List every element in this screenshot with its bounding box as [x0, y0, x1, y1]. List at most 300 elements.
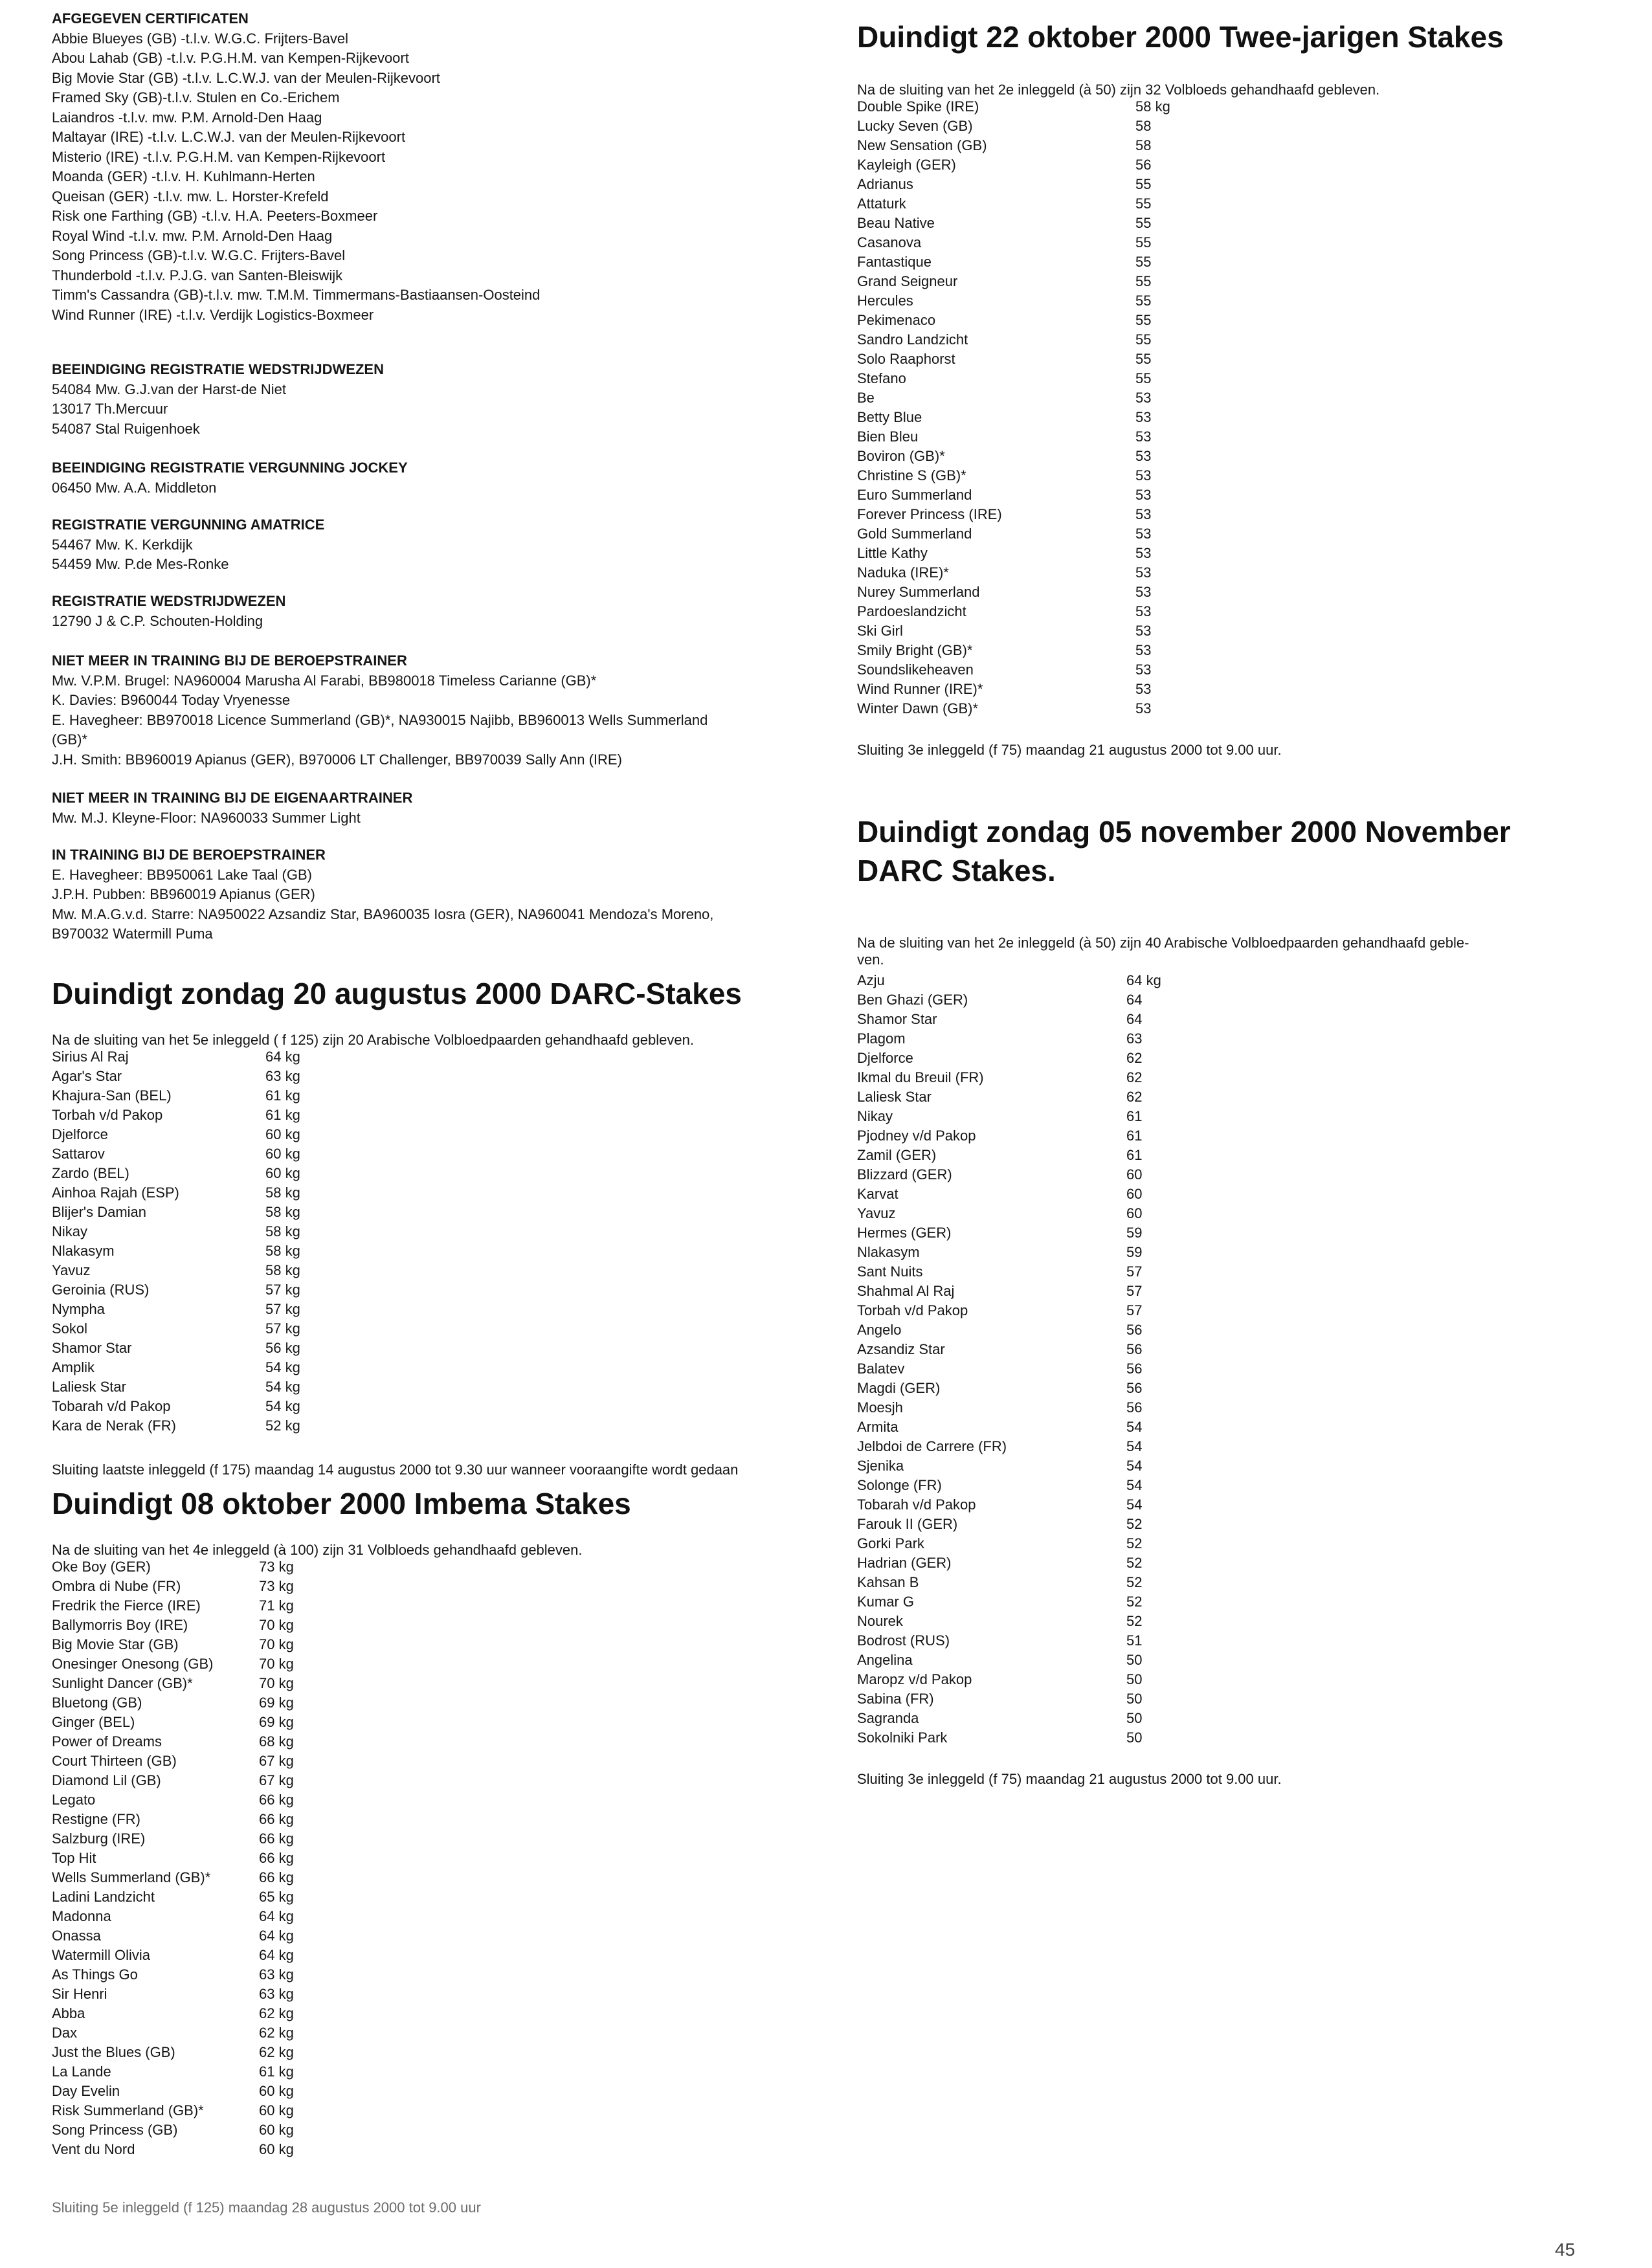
weight: 53 — [1135, 642, 1152, 658]
horse-name: Solo Raaphorst — [857, 351, 955, 367]
weight: 61 — [1126, 1108, 1143, 1124]
horse-name: Abba — [52, 2005, 85, 2021]
section-title: REGISTRATIE WEDSTRIJDWEZEN — [52, 593, 286, 609]
weight: 57 kg — [265, 1320, 300, 1337]
horse-name: Sagranda — [857, 1710, 919, 1726]
entry-row — [52, 1616, 829, 1635]
entry-row — [857, 1534, 1621, 1553]
weight: 56 — [1126, 1322, 1143, 1338]
horse-name: Shahmal Al Raj — [857, 1283, 955, 1299]
horse-name: Gorki Park — [857, 1535, 924, 1551]
notice-section — [52, 515, 829, 575]
horse-name: Djelforce — [857, 1050, 913, 1066]
section-title: REGISTRATIE VERGUNNING AMATRICE — [52, 517, 325, 533]
weight: 54 kg — [265, 1398, 300, 1414]
entry-row — [857, 583, 1621, 602]
entry-row — [857, 1340, 1621, 1359]
entry-row — [857, 485, 1621, 505]
entry-row — [857, 1398, 1621, 1418]
weight: 57 — [1126, 1283, 1143, 1299]
entry-row — [857, 1010, 1621, 1029]
entry-row — [857, 699, 1621, 718]
horse-name: Dax — [52, 2025, 78, 2041]
horse-name: Khajura-San (BEL) — [52, 1087, 172, 1104]
notice-line: Abbie Blueyes (GB) -t.l.v. W.G.C. Frijters-Bavel — [52, 30, 349, 47]
entry-row — [52, 1596, 829, 1616]
weight: 55 — [1135, 215, 1152, 231]
weight: 60 kg — [259, 2102, 294, 2118]
notice-line: 54467 Mw. K. Kerkdijk — [52, 536, 193, 553]
entry-row — [857, 1456, 1621, 1476]
weight: 53 — [1135, 487, 1152, 503]
horse-name: Nurey Summerland — [857, 584, 980, 600]
weight: 57 kg — [265, 1301, 300, 1317]
entry-row — [52, 2004, 829, 2023]
notice-line: Abou Lahab (GB) -t.l.v. P.G.H.M. van Kempen-Rijkevoort — [52, 50, 409, 66]
horse-name: Risk Summerland (GB)* — [52, 2102, 204, 2118]
notice-section — [52, 651, 829, 770]
section-title: BEEINDIGING REGISTRATIE WEDSTRIJDWEZEN — [52, 361, 384, 377]
notice-section — [52, 592, 829, 631]
weight: 57 — [1126, 1302, 1143, 1318]
weight: 56 — [1135, 157, 1152, 173]
notice-line: Maltayar (IRE) -t.l.v. L.C.W.J. van der Meulen-Rijkevoort — [52, 129, 406, 145]
weight: 58 kg — [265, 1184, 300, 1201]
weight: 52 — [1126, 1594, 1143, 1610]
entry-row — [52, 1790, 829, 1810]
horse-name: Shamor Star — [52, 1340, 132, 1356]
weight: 64 kg — [265, 1049, 300, 1065]
weight: 50 — [1126, 1671, 1143, 1687]
horse-name: Ginger (BEL) — [52, 1714, 135, 1730]
entry-row — [857, 427, 1621, 447]
entry-row — [52, 1358, 829, 1377]
weight: 60 kg — [265, 1146, 300, 1162]
entry-row — [52, 1771, 829, 1790]
weight: 55 — [1135, 331, 1152, 348]
entry-row — [52, 1106, 829, 1125]
weight: 70 kg — [259, 1675, 294, 1691]
horse-name: Agar's Star — [52, 1068, 122, 1084]
horse-name: Ben Ghazi (GER) — [857, 992, 968, 1008]
notice-section — [52, 845, 829, 944]
horse-name: Pardoeslandzicht — [857, 603, 966, 619]
entry-row — [857, 194, 1621, 214]
horse-name: Betty Blue — [857, 409, 922, 425]
horse-name: Ladini Landzicht — [52, 1889, 155, 1905]
weight: 73 kg — [259, 1559, 294, 1575]
entry-row — [857, 1204, 1621, 1223]
horse-name: Pekimenaco — [857, 312, 936, 328]
horse-name: Be — [857, 390, 875, 406]
entry-row — [52, 1635, 829, 1654]
notice-section — [52, 788, 829, 828]
horse-name: Azju — [857, 972, 885, 988]
entry-row — [857, 447, 1621, 466]
notice-line: Risk one Farthing (GB) -t.l.v. H.A. Peeters-Boxmeer — [52, 208, 378, 224]
entry-row — [857, 1126, 1621, 1146]
entry-row — [857, 1495, 1621, 1515]
weight: 55 — [1135, 351, 1152, 367]
notice-line: Mw. M.A.G.v.d. Starre: NA950022 Azsandiz Star, BA960035 Iosra (GER), NA960041 Mendoza's Moreno, — [52, 906, 714, 922]
entry-row — [857, 369, 1621, 388]
horse-name: Hadrian (GER) — [857, 1555, 952, 1571]
weight: 55 — [1135, 234, 1152, 250]
horse-name: Kumar G — [857, 1594, 915, 1610]
weight: 56 kg — [265, 1340, 300, 1356]
weight: 70 kg — [259, 1636, 294, 1652]
horse-name: Diamond Lil (GB) — [52, 1772, 161, 1788]
entry-row — [857, 311, 1621, 330]
weight: 58 kg — [265, 1204, 300, 1220]
horse-name: Nourek — [857, 1613, 903, 1629]
entry-row — [52, 1946, 829, 1965]
horse-name: Hermes (GER) — [857, 1225, 952, 1241]
weight: 73 kg — [259, 1578, 294, 1594]
notice-line: (GB)* — [52, 731, 87, 748]
horse-name: Sandro Landzicht — [857, 331, 968, 348]
weight: 58 kg — [1135, 98, 1170, 115]
entry-row — [52, 1693, 829, 1713]
entry-row — [52, 1261, 829, 1280]
notice-line: 12790 J & C.P. Schouten-Holding — [52, 612, 263, 629]
weight: 62 kg — [259, 2005, 294, 2021]
horse-name: Farouk II (GER) — [857, 1516, 958, 1532]
horse-name: Court Thirteen (GB) — [52, 1753, 177, 1769]
horse-name: Nikay — [52, 1223, 88, 1240]
weight: 52 — [1126, 1574, 1143, 1590]
horse-name: Plagom — [857, 1030, 906, 1047]
darc-stakes-intro: Na de sluiting van het 5e inleggeld ( f 125) zijn 20 Arabische Volbloedpaarden gehandhaafd gebleven. — [52, 1032, 694, 1048]
horse-name: Big Movie Star (GB) — [52, 1636, 179, 1652]
horse-name: Restigne (FR) — [52, 1811, 140, 1827]
horse-name: Fredrik the Fierce (IRE) — [52, 1597, 201, 1614]
weight: 61 kg — [265, 1087, 300, 1104]
weight: 54 — [1126, 1477, 1143, 1493]
horse-name: Boviron (GB)* — [857, 448, 945, 464]
notice-line: Laiandros -t.l.v. mw. P.M. Arnold-Den Haag — [52, 109, 322, 126]
notice-line: Song Princess (GB)-t.l.v. W.G.C. Frijters-Bavel — [52, 247, 346, 263]
section-title: IN TRAINING BIJ DE BEROEPSTRAINER — [52, 847, 326, 863]
entry-row — [52, 1047, 829, 1067]
weight: 61 — [1126, 1147, 1143, 1163]
entry-row — [857, 136, 1621, 155]
horse-name: Zardo (BEL) — [52, 1165, 129, 1181]
horse-name: Angelina — [857, 1652, 913, 1668]
horse-name: Blizzard (GER) — [857, 1166, 952, 1183]
entry-row — [52, 1577, 829, 1596]
weight: 56 — [1126, 1399, 1143, 1416]
weight: 66 kg — [259, 1830, 294, 1847]
entry-row — [52, 1887, 829, 1907]
entry-row — [52, 1397, 829, 1416]
horse-name: Amplik — [52, 1359, 95, 1375]
entry-row — [857, 1301, 1621, 1320]
entry-row — [857, 1670, 1621, 1689]
notice-line: 54459 Mw. P.de Mes-Ronke — [52, 556, 229, 572]
entry-row — [52, 1926, 829, 1946]
entry-row — [52, 2101, 829, 2120]
horse-name: La Lande — [52, 2063, 111, 2080]
weight: 63 kg — [259, 1986, 294, 2002]
entry-row — [52, 1984, 829, 2004]
weight: 57 — [1126, 1263, 1143, 1280]
weight: 67 kg — [259, 1753, 294, 1769]
entry-row — [52, 1222, 829, 1241]
horse-name: Wind Runner (IRE)* — [857, 681, 983, 697]
horse-name: Casanova — [857, 234, 922, 250]
weight: 56 — [1126, 1361, 1143, 1377]
horse-name: As Things Go — [52, 1966, 138, 1983]
notice-line: E. Havegheer: BB970018 Licence Summerland (GB)*, NA930015 Najibb, BB960013 Wells Summerland — [52, 711, 708, 728]
weight: 52 — [1126, 1613, 1143, 1629]
entry-row — [52, 1280, 829, 1300]
horse-name: Yavuz — [857, 1205, 896, 1221]
horse-name: Shamor Star — [857, 1011, 937, 1027]
horse-name: Sirius Al Raj — [52, 1049, 129, 1065]
entry-row — [52, 1241, 829, 1261]
weight: 62 — [1126, 1069, 1143, 1085]
horse-name: Angelo — [857, 1322, 902, 1338]
section-title: NIET MEER IN TRAINING BIJ DE EIGENAARTRAINER — [52, 790, 413, 806]
entry-row — [52, 1713, 829, 1732]
horse-name: Stefano — [857, 370, 906, 386]
weight: 54 — [1126, 1419, 1143, 1435]
entry-row — [857, 1573, 1621, 1592]
entry-row — [857, 408, 1621, 427]
twee-jarigen-stakes-closing: Sluiting 3e inleggeld (f 75) maandag 21 augustus 2000 tot 9.00 uur. — [857, 742, 1282, 758]
entry-row — [52, 1086, 829, 1106]
weight: 69 kg — [259, 1714, 294, 1730]
weight: 54 — [1126, 1496, 1143, 1513]
weight: 60 kg — [265, 1126, 300, 1142]
weight: 58 kg — [265, 1262, 300, 1278]
horse-name: Nlakasym — [52, 1243, 115, 1259]
horse-name: Lucky Seven (GB) — [857, 118, 973, 134]
weight: 60 kg — [259, 2122, 294, 2138]
horse-name: Christine S (GB)* — [857, 467, 966, 484]
entry-row — [857, 330, 1621, 350]
entry-row — [52, 1674, 829, 1693]
darc-stakes-heading: Duindigt zondag 20 augustus 2000 DARC-Stakes — [52, 977, 742, 1010]
notice-line: 06450 Mw. A.A. Middleton — [52, 479, 217, 496]
weight: 62 — [1126, 1050, 1143, 1066]
weight: 59 — [1126, 1244, 1143, 1260]
weight: 70 kg — [259, 1656, 294, 1672]
horse-name: Euro Summerland — [857, 487, 972, 503]
horse-name: Soundslikeheaven — [857, 662, 974, 678]
entry-row — [857, 1146, 1621, 1165]
entry-row — [857, 544, 1621, 563]
weight: 64 — [1126, 1011, 1143, 1027]
weight: 58 — [1135, 118, 1152, 134]
horse-name: Jelbdoi de Carrere (FR) — [857, 1438, 1007, 1454]
weight: 53 — [1135, 603, 1152, 619]
entry-row — [52, 2023, 829, 2043]
weight: 51 — [1126, 1632, 1143, 1649]
notice-line: B970032 Watermill Puma — [52, 926, 213, 942]
horse-name: Adrianus — [857, 176, 913, 192]
horse-name: Power of Dreams — [52, 1733, 162, 1750]
entry-row — [52, 1732, 829, 1751]
imbema-stakes-entries — [52, 1557, 829, 2159]
horse-name: Gold Summerland — [857, 526, 972, 542]
imbema-stakes-closing: Sluiting 5e inleggeld (f 125) maandag 28 augustus 2000 tot 9.00 uur — [52, 2199, 481, 2216]
page-number: 45 — [1555, 2240, 1576, 2260]
weight: 65 kg — [259, 1889, 294, 1905]
weight: 55 — [1135, 176, 1152, 192]
weight: 67 kg — [259, 1772, 294, 1788]
horse-name: Nikay — [857, 1108, 893, 1124]
weight: 58 kg — [265, 1243, 300, 1259]
entry-row — [857, 1418, 1621, 1437]
notice-line: Queisan (GER) -t.l.v. mw. L. Horster-Krefeld — [52, 188, 329, 205]
weight: 50 — [1126, 1691, 1143, 1707]
entry-row — [52, 2082, 829, 2101]
horse-name: Ski Girl — [857, 623, 903, 639]
entry-row — [857, 641, 1621, 660]
weight: 58 — [1135, 137, 1152, 153]
horse-name: Torbah v/d Pakop — [52, 1107, 163, 1123]
entry-row — [857, 602, 1621, 621]
entry-row — [857, 1107, 1621, 1126]
twee-jarigen-stakes-intro: Na de sluiting van het 2e inleggeld (à 50) zijn 32 Volbloeds gehandhaafd gebleven. — [857, 82, 1380, 98]
horse-name: Forever Princess (IRE) — [857, 506, 1002, 522]
horse-name: Vent du Nord — [52, 2141, 135, 2157]
horse-name: Azsandiz Star — [857, 1341, 945, 1357]
weight: 62 — [1126, 1089, 1143, 1105]
entry-row — [52, 1319, 829, 1339]
horse-name: Little Kathy — [857, 545, 928, 561]
horse-name: Ballymorris Boy (IRE) — [52, 1617, 188, 1633]
weight: 53 — [1135, 390, 1152, 406]
horse-name: Sjenika — [857, 1458, 904, 1474]
entry-row — [857, 1262, 1621, 1282]
weight: 57 kg — [265, 1282, 300, 1298]
entry-row — [857, 1282, 1621, 1301]
weight: 54 kg — [265, 1359, 300, 1375]
horse-name: Tobarah v/d Pakop — [857, 1496, 976, 1513]
horse-name: Wells Summerland (GB)* — [52, 1869, 211, 1885]
horse-name: Bluetong (GB) — [52, 1695, 142, 1711]
weight: 66 kg — [259, 1792, 294, 1808]
entry-row — [857, 1068, 1621, 1087]
horse-name: Sattarov — [52, 1146, 105, 1162]
weight: 66 kg — [259, 1869, 294, 1885]
weight: 53 — [1135, 448, 1152, 464]
notice-line: Mw. V.P.M. Brugel: NA960004 Marusha Al Farabi, BB980018 Timeless Carianne (GB)* — [52, 672, 597, 689]
notice-line: J.P.H. Pubben: BB960019 Apianus (GER) — [52, 886, 315, 902]
horse-name: Blijer's Damian — [52, 1204, 147, 1220]
weight: 54 kg — [265, 1379, 300, 1395]
entry-row — [857, 350, 1621, 369]
horse-name: Geroinia (RUS) — [52, 1282, 150, 1298]
entry-row — [857, 388, 1621, 408]
horse-name: Kara de Nerak (FR) — [52, 1418, 176, 1434]
weight: 55 — [1135, 195, 1152, 212]
entry-row — [857, 1631, 1621, 1651]
weight: 61 kg — [259, 2063, 294, 2080]
entry-row — [857, 1728, 1621, 1748]
weight: 63 kg — [265, 1068, 300, 1084]
weight: 53 — [1135, 545, 1152, 561]
weight: 66 kg — [259, 1811, 294, 1827]
imbema-stakes-intro: Na de sluiting van het 4e inleggeld (à 100) zijn 31 Volbloeds gehandhaafd gebleven. — [52, 1542, 583, 1558]
november-stakes-entries — [857, 971, 1621, 1748]
entry-row — [857, 291, 1621, 311]
notice-line: Wind Runner (IRE) -t.l.v. Verdijk Logistics-Boxmeer — [52, 306, 374, 323]
horse-name: Sunlight Dancer (GB)* — [52, 1675, 193, 1691]
entry-row — [52, 2062, 829, 2082]
horse-name: Kayleigh (GER) — [857, 157, 956, 173]
entry-row — [52, 1810, 829, 1829]
horse-name: Onesinger Onesong (GB) — [52, 1656, 214, 1672]
horse-name: Solonge (FR) — [857, 1477, 942, 1493]
weight: 53 — [1135, 526, 1152, 542]
entry-row — [857, 660, 1621, 680]
entry-row — [52, 1144, 829, 1164]
weight: 64 — [1126, 992, 1143, 1008]
weight: 62 kg — [259, 2025, 294, 2041]
weight: 63 kg — [259, 1966, 294, 1983]
horse-name: Fantastique — [857, 254, 932, 270]
horse-name: Armita — [857, 1419, 899, 1435]
weight: 64 kg — [1126, 972, 1161, 988]
horse-name: Maropz v/d Pakop — [857, 1671, 972, 1687]
weight: 52 — [1126, 1555, 1143, 1571]
weight: 58 kg — [265, 1223, 300, 1240]
weight: 55 — [1135, 254, 1152, 270]
darc-stakes-closing: Sluiting laatste inleggeld (f 175) maandag 14 augustus 2000 tot 9.30 uur wanneer vooraangifte wordt gedaan — [52, 1462, 739, 1478]
entry-row — [857, 252, 1621, 272]
entry-row — [857, 990, 1621, 1010]
entry-row — [857, 1709, 1621, 1728]
horse-name: Zamil (GER) — [857, 1147, 937, 1163]
weight: 56 — [1126, 1341, 1143, 1357]
notice-line: Timm's Cassandra (GB)-t.l.v. mw. T.M.M. Timmermans-Bastiaansen-Oosteind — [52, 287, 541, 303]
horse-name: Oke Boy (GER) — [52, 1559, 151, 1575]
entry-row — [52, 1377, 829, 1397]
weight: 55 — [1135, 293, 1152, 309]
entry-row — [857, 466, 1621, 485]
entry-row — [857, 1553, 1621, 1573]
horse-name: Hercules — [857, 293, 913, 309]
notice-line: Royal Wind -t.l.v. mw. P.M. Arnold-Den Haag — [52, 227, 333, 244]
entry-row — [857, 1476, 1621, 1495]
entry-row — [857, 971, 1621, 990]
entry-row — [857, 1029, 1621, 1049]
entry-row — [857, 1612, 1621, 1631]
notice-line: Moanda (GER) -t.l.v. H. Kuhlmann-Herten — [52, 168, 315, 184]
entry-row — [52, 1849, 829, 1868]
entry-row — [52, 1203, 829, 1222]
entry-row — [857, 1515, 1621, 1534]
horse-name: Onassa — [52, 1928, 101, 1944]
entry-row — [857, 1184, 1621, 1204]
weight: 53 — [1135, 506, 1152, 522]
weight: 55 — [1135, 273, 1152, 289]
entry-row — [857, 97, 1621, 117]
horse-name: Bodrost (RUS) — [857, 1632, 950, 1649]
weight: 60 kg — [265, 1165, 300, 1181]
horse-name: Salzburg (IRE) — [52, 1830, 146, 1847]
entry-row — [857, 1320, 1621, 1340]
weight: 50 — [1126, 1729, 1143, 1746]
weight: 55 — [1135, 370, 1152, 386]
horse-name: Nlakasym — [857, 1244, 920, 1260]
horse-name: Double Spike (IRE) — [857, 98, 979, 115]
entry-row — [52, 1557, 829, 1577]
